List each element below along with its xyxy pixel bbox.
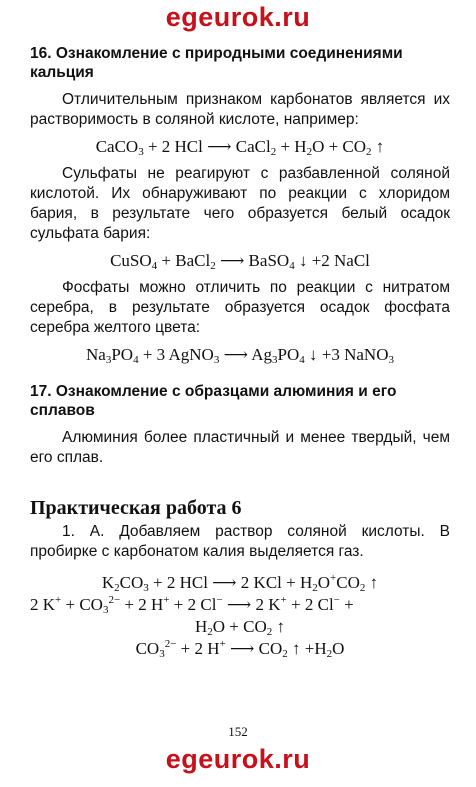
practical-work-title: Практическая работа 6 (30, 497, 242, 519)
equation-caco3: CaCO$_3$ + 2 HCl ⟶ CaCl$_2$ + $H_2O + CO_2$ ↑ (95, 137, 385, 158)
watermark-top: egeurok.ru (165, 2, 311, 32)
equation-k2co3-molecular: $K_2CO_3 + 2$ HCl ⟶ 2 KCl + $H_2O^+CO_2$ ↑ (101, 572, 379, 594)
equation-na3po4: $Na_3PO_4 + 3$ AgNO$_3$ ⟶ $Ag_3PO_4$ ↓ +3 NaNO$_3$ (86, 345, 394, 366)
section-17-paragraph-1: Алюминия более пластичный и менее твердый, чем его сплав. (30, 429, 450, 466)
page-content (30, 44, 450, 660)
watermark-bottom: egeurok.ru (165, 744, 311, 774)
equation-k2co3-ionic-short: $CO_3^{2-} + 2$ H+ ⟶ $CO_2$ ↑ $+H_2O$ (135, 638, 345, 660)
section-16-paragraph-1: Отличительным признаком карбонатов является их растворимость в соляной кислоте, например: (30, 91, 450, 128)
practical-work-paragraph-1: 1. А. Добавляем раствор соляной кислоты. В пробирке с карбонатом калия выделяется газ. (30, 523, 450, 560)
equation-k2co3-ionic-full-line-2: $H_2O + CO_2$ ↑ (194, 617, 285, 638)
equation-cuso4: CuSO$_4$ + BaCl$_2$ ⟶ BaSO$_4$ ↓ +2 NaCl (110, 251, 370, 272)
section-17-title: 17. Ознакомление с образцами алюминия и его сплавов (30, 383, 397, 419)
section-16-paragraph-2: Сульфаты не реагируют с разбавленной соляной кислотой. Их обнаруживают по реакции с хлоридом бария, в результате чего образуется белый осадок сульфата бария: (30, 165, 450, 242)
page-number: 152 (228, 724, 248, 739)
section-16-paragraph-3: Фосфаты можно отличить по реакции с нитратом серебра, в результате образуется осадок фосфата серебра желтого цвета: (30, 279, 450, 336)
section-16-title: 16. Ознакомление с природными соединениями кальция (30, 45, 403, 81)
equation-k2co3-ionic-full-line-1: 2 $K^+ + CO_3^{2-} + 2$ H+ + 2 Cl− ⟶ 2 K+ + 2 Cl− + (30, 594, 354, 616)
